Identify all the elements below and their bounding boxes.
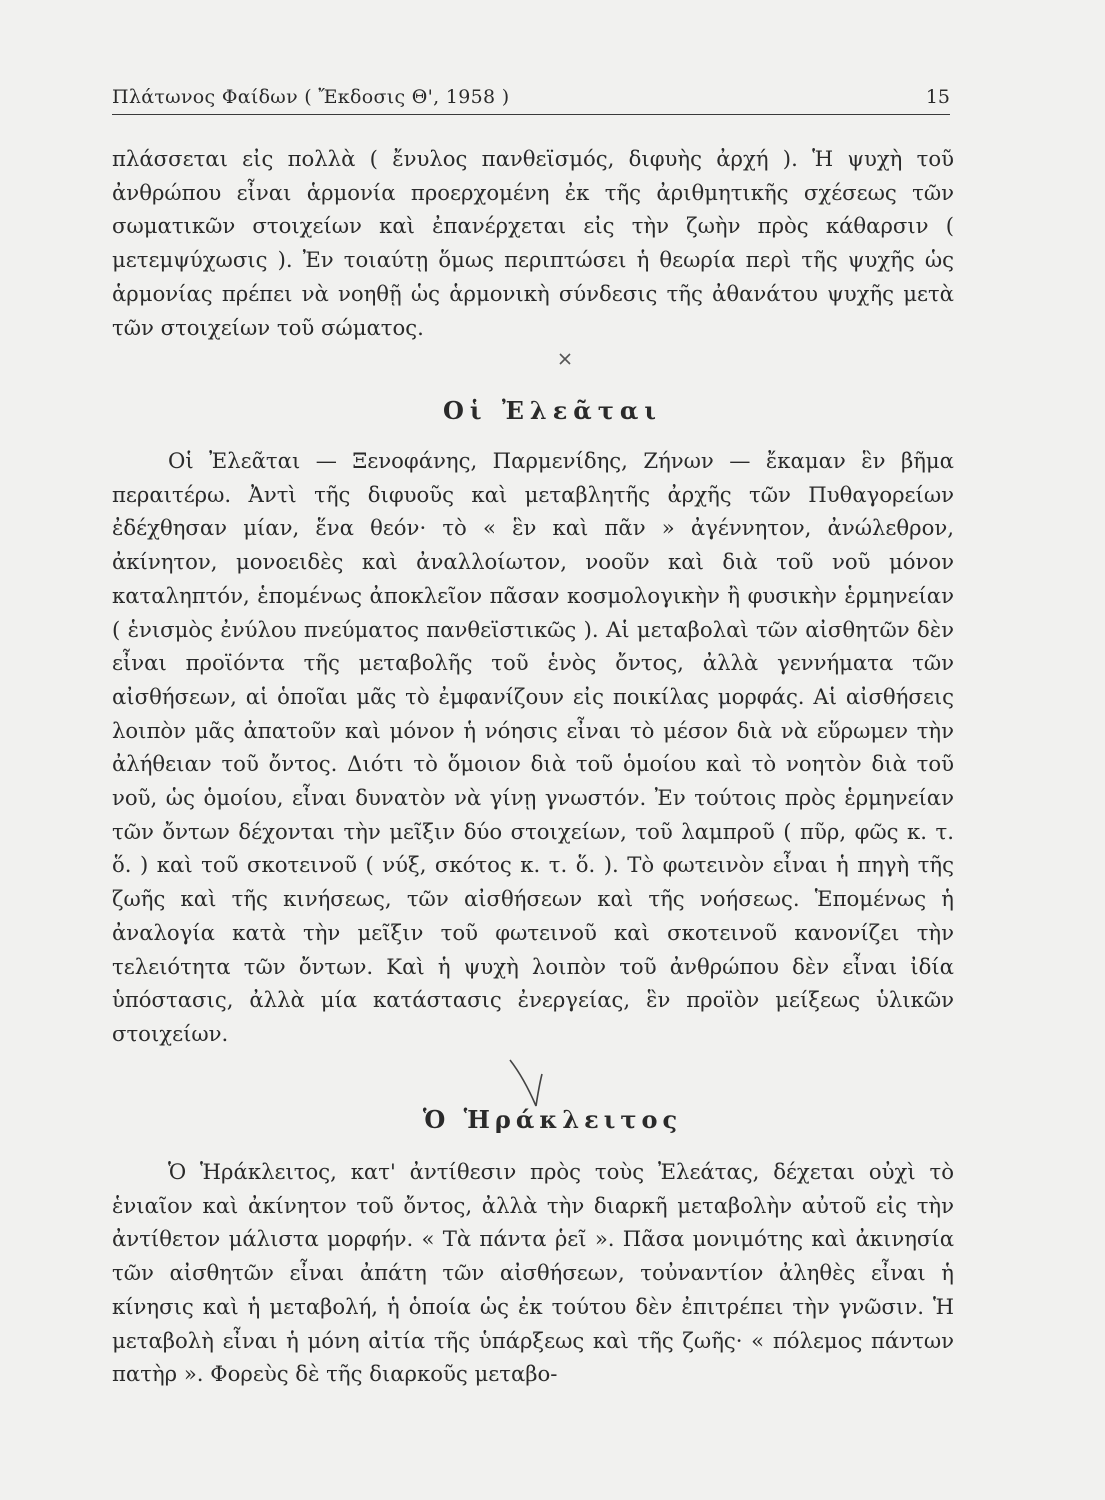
pencil-check-mark — [506, 1056, 556, 1112]
section-body-eleatics: Οἱ Ἐλεᾶται — Ξενοφάνης, Παρμενίδης, Ζήνων — ἔκαμαν ἓν βῆμα περαιτέρω. Ἀντὶ τῆς διφυοῦς καὶ μεταβλητῆς ἀρχῆς τῶν Πυθαγορείων ἐδέχθησαν μίαν, ἕνα θεόν· τὸ « ἓν καὶ πᾶν » ἀγέννητον, ἀνώλεθρον, ἀκίνητον, μονοειδὲς καὶ ἀναλλοίωτον, νοοῦν καὶ διὰ τοῦ νοῦ μόνον καταληπτόν, ἑπομένως ἀποκλεῖον πᾶσαν κοσμολογικὴν ἢ φυσικὴν ἑρμηνείαν ( ἑνισμὸς ἐνύλου πνεύματος πανθεϊστικῶς ). Αἱ μεταβολαὶ τῶν αἰσθητῶν δὲν εἶναι προϊόντα τῆς μεταβολῆς τοῦ ἑνὸς ὄντος, ἀλλὰ γεννήματα τῶν αἰσθήσεων, αἱ ὁποῖαι μᾶς τὸ ἐμφανίζουν εἰς ποικίλας μορφάς. Αἱ αἰσθήσεις λοιπὸν μᾶς ἀπατοῦν καὶ μόνον ἡ νόησις εἶναι τὸ μέσον διὰ νὰ εὕρωμεν τὴν ἀλήθειαν τοῦ ὄντος. Διότι τὸ ὅμοιον διὰ τοῦ ὁμοίου καὶ τὸ νοητὸν διὰ τοῦ νοῦ, ὡς ὁμοίου, εἶναι δυνατὸν νὰ γίνῃ γνωστόν. Ἐν τούτοις πρὸς ἑρμηνείαν τῶν ὄντων δέχονται τὴν μεῖξιν δύο στοιχείων, τοῦ λαμπροῦ ( πῦρ, φῶς κ. τ. ὅ. ) καὶ τοῦ σκοτεινοῦ ( νύξ, σκότος κ. τ. ὅ. ). Τὸ φωτεινὸν εἶναι ἡ πηγὴ τῆς ζωῆς καὶ τῆς κινήσεως, τῶν αἰσθήσεων καὶ τῆς νοήσεως. Ἑπομένως ἡ ἀναλογία κατὰ τὴν μεῖξιν τοῦ φωτεινοῦ καὶ σκοτεινοῦ κανονίζει τὴν τελειότητα τῶν ὄντων. Καὶ ἡ ψυχὴ λοιπὸν τοῦ ἀνθρώπου δὲν εἶναι ἰδία ὑπόστασις, ἀλλὰ μία κατάστασις ἐνεργείας, ἓν προϊὸν μείξεως ὑλικῶν στοιχείων. — [112, 448, 954, 1046]
header-title: Πλάτωνος Φαίδων ( Ἔκδοσις Θ', 1958 ) — [112, 86, 510, 108]
pencil-cross-mark — [556, 348, 582, 370]
page-number: 15 — [925, 86, 950, 108]
running-header — [112, 84, 950, 115]
paragraph-continued: πλάσσεται εἰς πολλὰ ( ἔνυλος πανθεϊσμός, διφυὴς ἀρχή ). Ἡ ψυχὴ τοῦ ἀνθρώπου εἶναι ἁρμονία προερχομένη ἐκ τῆς ἀριθμητικῆς σχέσεως τῶν σωματικῶν στοιχείων καὶ ἐπανέρχεται εἰς τὴν ζωὴν πρὸς κάθαρσιν ( μετεμψύχωσις ). Ἐν τοιαύτῃ ὅμως περιπτώσει ἡ θεωρία περὶ τῆς ψυχῆς ὡς ἁρμονίας πρέπει νὰ νοηθῇ ὡς ἁρμονικὴ σύνδεσις τῆς ἀθανάτου ψυχῆς μετὰ τῶν στοιχείων τοῦ σώματος. — [112, 146, 954, 340]
section-heading-eleatics: Οἱ Ἐλεᾶται — [442, 396, 662, 425]
section-heading-heraclitus: Ὁ Ἡράκλειτος — [422, 1105, 683, 1134]
section-body-heraclitus: Ὁ Ἡράκλειτος, κατ' ἀντίθεσιν πρὸς τοὺς Ἐλεάτας, δέχεται οὐχὶ τὸ ἑνιαῖον καὶ ἀκίνητον τοῦ ὄντος, ἀλλὰ τὴν διαρκῆ μεταβολὴν αὐτοῦ εἰς τὴν ἀντίθετον μάλιστα μορφήν. « Τὰ πάντα ῥεῖ ». Πᾶσα μονιμότης καὶ ἀκινησία τῶν αἰσθητῶν εἶναι ἀπάτη τῶν αἰσθήσεων, τοὐναντίον ἀληθὲς εἶναι ἡ κίνησις καὶ ἡ μεταβολή, ἡ ὁποία ὡς ἐκ τούτου δὲν ἐπιτρέπει τὴν γνῶσιν. Ἡ μεταβολὴ εἶναι ἡ μόνη αἰτία τῆς ὑπάρξεως καὶ τῆς ζωῆς· « πόλεμος πάντων πατὴρ ». Φορεὺς δὲ τῆς διαρκοῦς μεταβο- — [112, 1159, 954, 1387]
